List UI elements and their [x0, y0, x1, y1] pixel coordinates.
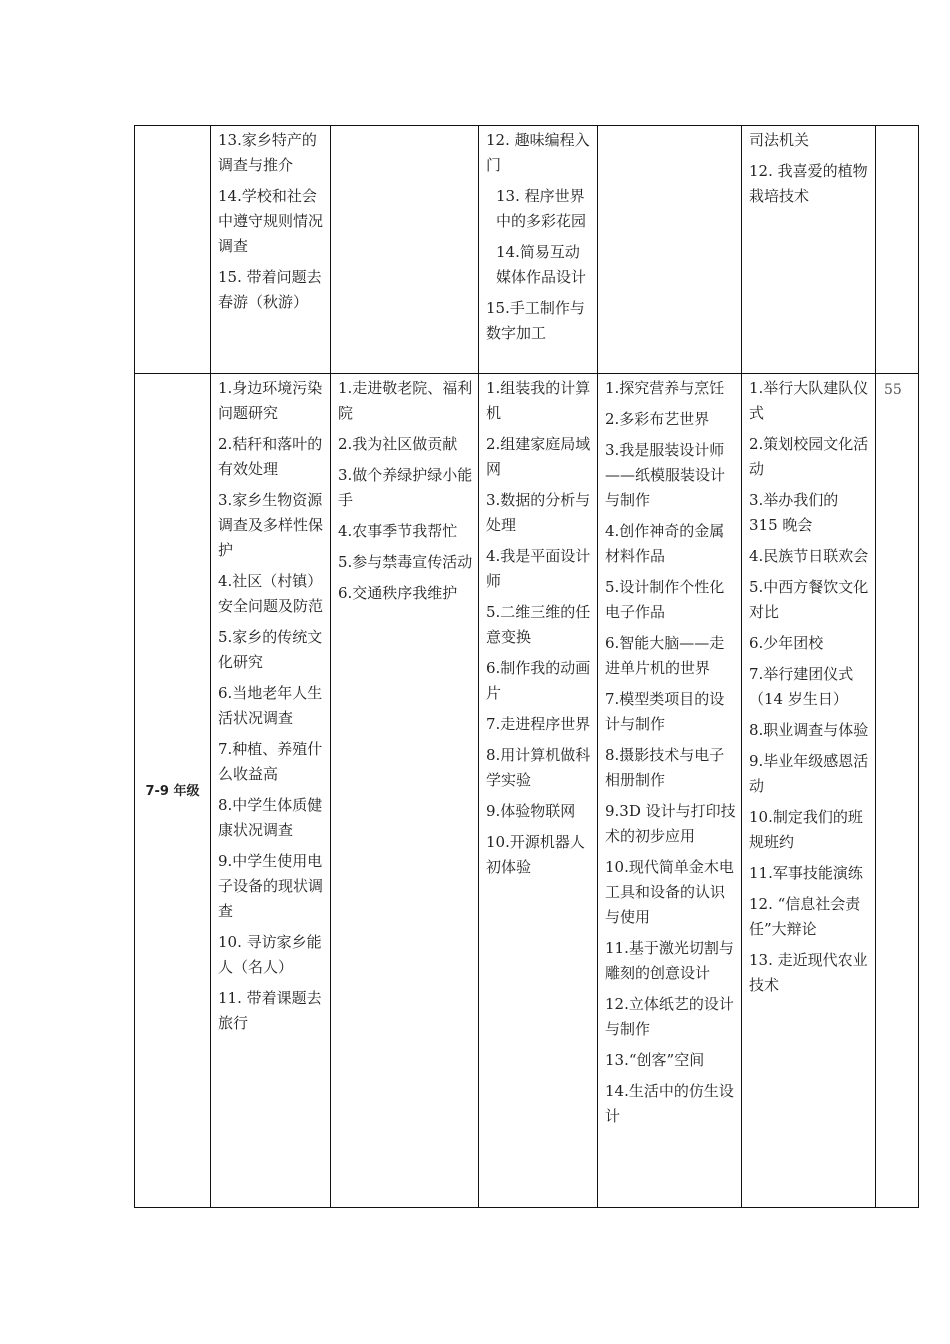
- list-item: 10.开源机器人初体验: [486, 833, 585, 876]
- hours-cell: 55: [876, 374, 919, 1208]
- list-item: 9.中学生使用电子设备的现状调查: [218, 852, 324, 920]
- list-item: 12. 我喜爱的植物栽培技术: [749, 162, 868, 205]
- community-service-cell: [331, 126, 479, 374]
- list-item: 3.举办我们的 315 晚会: [749, 491, 839, 534]
- list-item: 5.中西方餐饮文化对比: [749, 578, 869, 621]
- list-item: 7.走进程序世界: [486, 715, 591, 733]
- design-making-cell: [598, 374, 742, 1208]
- list-item: 8.用计算机做科学实验: [486, 746, 591, 789]
- list-item: 1.举行大队建队仪式: [749, 379, 869, 422]
- list-item: 4.民族节日联欢会: [749, 547, 869, 565]
- grade-cell: [135, 126, 211, 374]
- list-item: 6.当地老年人生活状况调查: [218, 684, 323, 727]
- list-item: 2.组建家庭局域网: [486, 435, 591, 478]
- list-item: 13. 程序世界中的多彩花园: [496, 187, 587, 230]
- list-item: 11.军事技能演练: [749, 864, 863, 882]
- list-item: 2.多彩布艺世界: [605, 410, 710, 428]
- list-item: 7.种植、养殖什么收益高: [218, 740, 323, 783]
- list-item: 10.现代简单金木电工具和设备的认识与使用: [605, 858, 734, 926]
- list-item: 1.走进敬老院、福利院: [338, 379, 473, 422]
- hours-cell: [876, 126, 919, 374]
- list-item: 8.摄影技术与电子相册制作: [605, 746, 725, 789]
- community-service-cell: [331, 374, 479, 1208]
- research-activities-cell: [211, 374, 331, 1208]
- list-item: 3.家乡生物资源调查及多样性保护: [218, 491, 324, 559]
- career-experience-cell: [742, 126, 876, 374]
- list-item: 12.立体纸艺的设计与制作: [605, 995, 734, 1038]
- list-item: 3.我是服装设计师——纸模服装设计与制作: [605, 441, 726, 509]
- list-item: 10. 寻访家乡能人（名人）: [218, 933, 322, 976]
- curriculum-table-body: [135, 126, 919, 1208]
- list-item: 7.举行建团仪式（14 岁生日）: [749, 665, 854, 708]
- list-item: 4.社区（村镇）安全问题及防范: [218, 572, 324, 615]
- list-item: 1.探究营养与烹饪: [605, 379, 725, 397]
- list-item: 15.手工制作与数字加工: [486, 299, 585, 342]
- information-technology-cell: [479, 126, 598, 374]
- list-item: 13. 走近现代农业技术: [749, 951, 868, 994]
- list-item: 4.创作神奇的金属材料作品: [605, 522, 725, 565]
- list-item: 9.毕业年级感恩活动: [749, 752, 869, 795]
- grade-cell: 7-9 年级: [135, 374, 211, 1208]
- list-item: 5.家乡的传统文化研究: [218, 628, 323, 671]
- list-item: 14.生活中的仿生设计: [605, 1082, 734, 1125]
- career-experience-cell: [742, 374, 876, 1208]
- list-item: 5.参与禁毒宣传活动: [338, 553, 473, 571]
- list-item: 2.策划校园文化活动: [749, 435, 869, 478]
- list-item: 9.3D 设计与打印技术的初步应用: [605, 802, 736, 845]
- list-item: 5.二维三维的任意变换: [486, 603, 591, 646]
- list-item: 司法机关: [749, 131, 810, 149]
- list-item: 10.制定我们的班规班约: [749, 808, 863, 851]
- list-item: 3.做个养绿护绿小能手: [338, 466, 473, 509]
- information-technology-cell: [479, 374, 598, 1208]
- list-item: 12. “信息社会责任”大辩论: [749, 895, 861, 938]
- list-item: 4.农事季节我帮忙: [338, 522, 458, 540]
- list-item: 6.交通秩序我维护: [338, 584, 458, 602]
- list-item: 6.制作我的动画片: [486, 659, 591, 702]
- list-item: 15. 带着问题去春游（秋游）: [218, 268, 322, 311]
- list-item: 13.家乡特产的调查与推介: [218, 131, 317, 174]
- list-item: 5.设计制作个性化电子作品: [605, 578, 725, 621]
- list-item: 6.少年团校: [749, 634, 824, 652]
- list-item: 7.模型类项目的设计与制作: [605, 690, 725, 733]
- list-item: 14.学校和社会中遵守规则情况调查: [218, 187, 324, 255]
- curriculum-table: [134, 125, 919, 1208]
- list-item: 6.智能大脑——走进单片机的世界: [605, 634, 725, 677]
- list-item: 4.我是平面设计师: [486, 547, 591, 590]
- list-item: 9.体验物联网: [486, 802, 576, 820]
- list-item: 8.中学生体质健康状况调查: [218, 796, 323, 839]
- list-item: 14.简易互动媒体作品设计: [496, 243, 587, 286]
- list-item: 1.身边环境污染问题研究: [218, 379, 323, 422]
- list-item: 11. 带着课题去旅行: [218, 989, 322, 1032]
- list-item: 3.数据的分析与处理: [486, 491, 591, 534]
- research-activities-cell: [211, 126, 331, 374]
- list-item: 8.职业调查与体验: [749, 721, 869, 739]
- list-item: 13.“创客”空间: [605, 1051, 705, 1069]
- list-item: 12. 趣味编程入门: [486, 131, 590, 174]
- list-item: 2.秸秆和落叶的有效处理: [218, 435, 323, 478]
- table-row: [135, 374, 919, 1208]
- design-making-cell: [598, 126, 742, 374]
- list-item: 1.组装我的计算机: [486, 379, 591, 422]
- list-item: 11.基于激光切割与雕刻的创意设计: [605, 939, 734, 982]
- table-row: [135, 126, 919, 374]
- list-item: 2.我为社区做贡献: [338, 435, 458, 453]
